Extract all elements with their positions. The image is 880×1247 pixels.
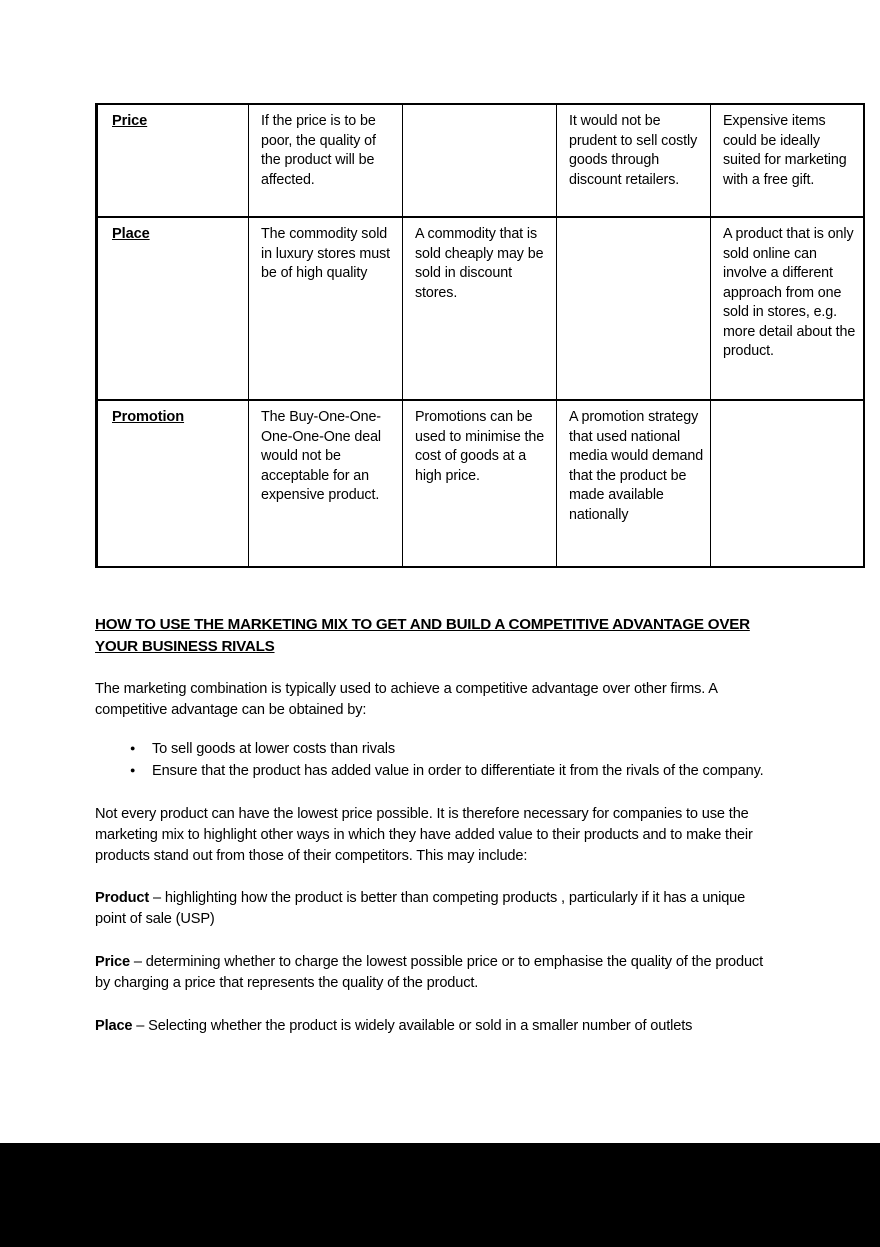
- row-label-cell-place: [97, 217, 249, 400]
- definition-dash-product: –: [149, 890, 165, 907]
- cell-promotion-1: The Buy-One-One-One-One-One deal would not be acceptable for an expensive product.: [249, 400, 403, 567]
- row-label-promotion: Promotion: [112, 409, 185, 425]
- row-label-price: Price: [112, 113, 148, 129]
- marketing-mix-table: [95, 103, 865, 568]
- definition-dash-place: –: [132, 1017, 149, 1034]
- definition-term-place: Place: [95, 1017, 133, 1034]
- footer-black-band: [0, 1143, 880, 1247]
- definition-place: [95, 1016, 771, 1037]
- second-paragraph: Not every product can have the lowest price possible. It is therefore necessary for companies to use the marketing mix to highlight other ways in which they have added value to their products and to make their products stand out from those of their competitors. This may include:: [95, 805, 753, 864]
- table-body: [97, 104, 865, 567]
- table-row: [97, 217, 865, 400]
- definition-price: [95, 952, 771, 994]
- definition-text-place: Selecting whether the product is widely available or sold in a smaller number of outlets: [148, 1017, 693, 1034]
- list-item: ● To sell goods at lower costs than rivals: [152, 739, 771, 760]
- cell-place-4: A product that is only sold online can involve a different approach from one sold in stores, e.g. more detail about the product.: [711, 217, 865, 400]
- definition-text-product: highlighting how the product is better than competing products , particularly if it has a unique point of sale (USP): [95, 890, 746, 928]
- table-row: [97, 400, 865, 567]
- definition-dash-price: –: [129, 954, 146, 971]
- cell-place-3: [557, 217, 711, 400]
- definition-product: [95, 888, 771, 930]
- section-heading: [95, 614, 771, 657]
- section-heading-text: HOW TO USE THE MARKETING MIX TO GET AND BUILD A COMPETITIVE ADVANTAGE OVER YOUR BUSINESS RIVALS: [95, 616, 750, 655]
- cell-place-1: The commodity sold in luxury stores must be of high quality: [249, 217, 403, 400]
- definition-term-price: Price: [95, 954, 130, 971]
- table-row: [97, 104, 865, 217]
- row-label-cell-price: [97, 104, 249, 217]
- cell-place-2: A commodity that is sold cheaply may be sold in discount stores.: [403, 217, 557, 400]
- document-content: [95, 103, 856, 1037]
- cell-price-2: [403, 104, 557, 217]
- cell-price-4: Expensive items could be ideally suited for marketing with a free gift.: [711, 104, 865, 217]
- advantage-bullet-list: [95, 739, 771, 782]
- cell-price-3: It would not be prudent to sell costly goods through discount retailers.: [557, 104, 711, 217]
- definition-text-price: determining whether to charge the lowest possible price or to emphasise the quality of the product by charging a price that represents the quality of the product.: [95, 954, 763, 992]
- cell-promotion-2: Promotions can be used to minimise the cost of goods at a high price.: [403, 400, 557, 567]
- row-label-cell-promotion: [97, 400, 249, 567]
- row-label-place: Place: [112, 226, 150, 242]
- cell-promotion-4: [711, 400, 865, 567]
- list-item: ● Ensure that the product has added value in order to differentiate it from the rivals of the company.: [152, 761, 771, 782]
- intro-paragraph: The marketing combination is typically used to achieve a competitive advantage over other firms. A competitive advantage can be obtained by:: [95, 681, 718, 719]
- cell-price-1: If the price is to be poor, the quality of the product will be affected.: [249, 104, 403, 217]
- cell-promotion-3: A promotion strategy that used national media would demand that the product be made available nationally: [557, 400, 711, 567]
- definition-term-product: Product: [95, 890, 150, 907]
